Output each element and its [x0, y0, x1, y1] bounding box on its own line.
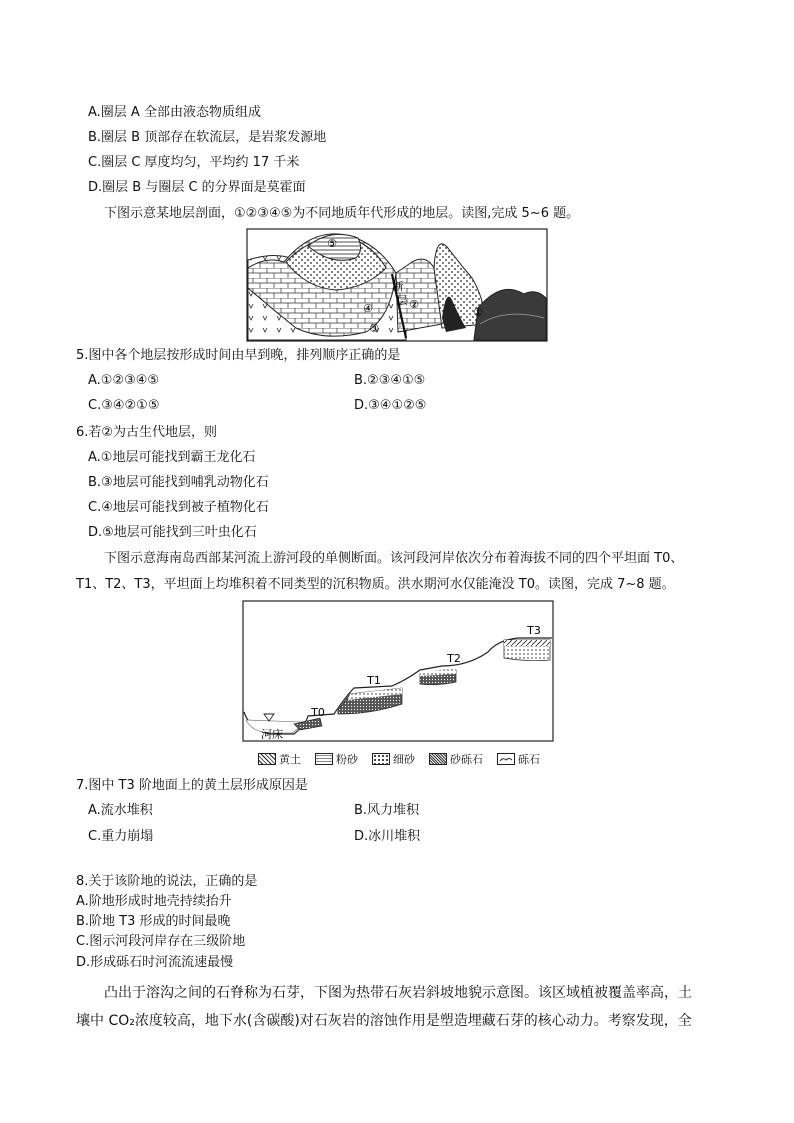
fault-label-part2: 层: [396, 294, 408, 307]
q4-option-a: A.圈层 A 全部由液态物质组成: [88, 105, 261, 120]
q5-option-d: D.③④①②⑤: [354, 398, 427, 413]
legend-label-silt: 粉砂: [336, 753, 358, 766]
terrace-label-t3: T3: [527, 624, 541, 637]
terrace-label-t2: T2: [447, 652, 461, 665]
legend-item-gravel: [497, 751, 540, 767]
stratum-label-3: ③: [369, 322, 379, 335]
legend-label-gravel: 砾石: [518, 753, 540, 766]
q6-stem: 6.若②为古生代地层，则: [76, 425, 218, 440]
q6-option-b: B.③地层可能找到哺乳动物化石: [88, 475, 269, 490]
terrace-legend: [258, 751, 540, 767]
q6-option-d: D.⑤地层可能找到三叶虫化石: [88, 525, 257, 540]
terrace-label-t1: T1: [367, 674, 381, 687]
q8-stem: 8.关于该阶地的说法，正确的是: [76, 874, 258, 889]
intro-9-line1: 凸出于溶沟之间的石脊称为石芽，下图为热带石灰岩斜坡地貌示意图。该区域植被覆盖率高，土: [104, 985, 692, 1001]
q6-option-c: C.④地层可能找到被子植物化石: [88, 500, 269, 515]
sandy-gravel-swatch: [429, 753, 447, 765]
legend-item-fine-sand: [372, 751, 415, 767]
q8-option-a: A.阶地形成时地壳持续抬升: [76, 894, 232, 909]
legend-label-sandy-gravel: 砂砾石: [450, 753, 483, 766]
stratum-label-4: ④: [363, 302, 373, 315]
q6-option-a: A.①地层可能找到霸王龙化石: [88, 450, 256, 465]
intro-5-6: 下图示意某地层剖面，①②③④⑤为不同地质年代形成的地层。读图,完成 5~6 题。: [104, 206, 580, 221]
river-terrace-figure: [242, 600, 554, 742]
legend-label-loess: 黄土: [279, 753, 301, 766]
intro-9-line2: 壤中 CO₂浓度较高，地下水(含碳酸)对石灰岩的溶蚀作用是塑造埋藏石芽的核心动力。考察发现，全: [76, 1013, 692, 1029]
legend-item-silt: [315, 751, 358, 767]
fault-label-part1: 断: [392, 280, 404, 293]
stratum-label-1: ①: [473, 306, 483, 319]
stratum-label-5: ⑤: [327, 237, 337, 250]
q8-option-b: B.阶地 T3 形成的时间最晚: [76, 914, 231, 929]
q5-option-b: B.②③④①⑤: [354, 373, 426, 388]
silt-swatch: [315, 753, 333, 765]
terrace-label-t0: T0: [311, 706, 325, 719]
q7-option-b: B.风力堆积: [354, 803, 420, 818]
q8-option-c: C.图示河段河岸存在三级阶地: [76, 934, 246, 949]
q4-option-b: B.圈层 B 顶部存在软流层，是岩浆发源地: [88, 130, 327, 145]
q8-option-d: D.形成砾石时河流流速最慢: [76, 955, 234, 970]
q7-option-c: C.重力崩塌: [88, 829, 154, 844]
q4-option-d: D.圈层 B 与圈层 C 的分界面是莫霍面: [88, 180, 306, 195]
intro-7-8-line1: 下图示意海南岛西部某河流上游河段的单侧断面。该河段河岸依次分布着海拔不同的四个平坦面 T0、: [104, 551, 684, 566]
intro-7-8-line2: T1、T2、T3，平坦面上均堆积着不同类型的沉积物质。洪水期河水仅能淹没 T0。读图，完成 7~8 题。: [76, 577, 675, 592]
q4-option-c: C.圈层 C 厚度均匀，平均约 17 千米: [88, 155, 300, 170]
q5-option-a: A.①②③④⑤: [88, 373, 160, 388]
q7-option-a: A.流水堆积: [88, 803, 153, 818]
q7-option-d: D.冰川堆积: [354, 829, 421, 844]
fine-sand-swatch: [372, 753, 390, 765]
q5-stem: 5.图中各个地层按形成时间由早到晚，排列顺序正确的是: [76, 348, 401, 363]
riverbed-label: 河床: [261, 728, 283, 741]
legend-label-fine-sand: 细砂: [393, 753, 415, 766]
q5-option-c: C.③④②①⑤: [88, 398, 160, 413]
loess-swatch: [258, 753, 276, 765]
q7-stem: 7.图中 T3 阶地面上的黄土层形成原因是: [76, 778, 308, 793]
legend-item-loess: [258, 751, 301, 767]
stratum-label-2: ②: [409, 298, 419, 311]
gravel-swatch: [497, 753, 515, 765]
legend-item-sandy-gravel: [429, 751, 483, 767]
strata-section-figure: [246, 228, 548, 342]
